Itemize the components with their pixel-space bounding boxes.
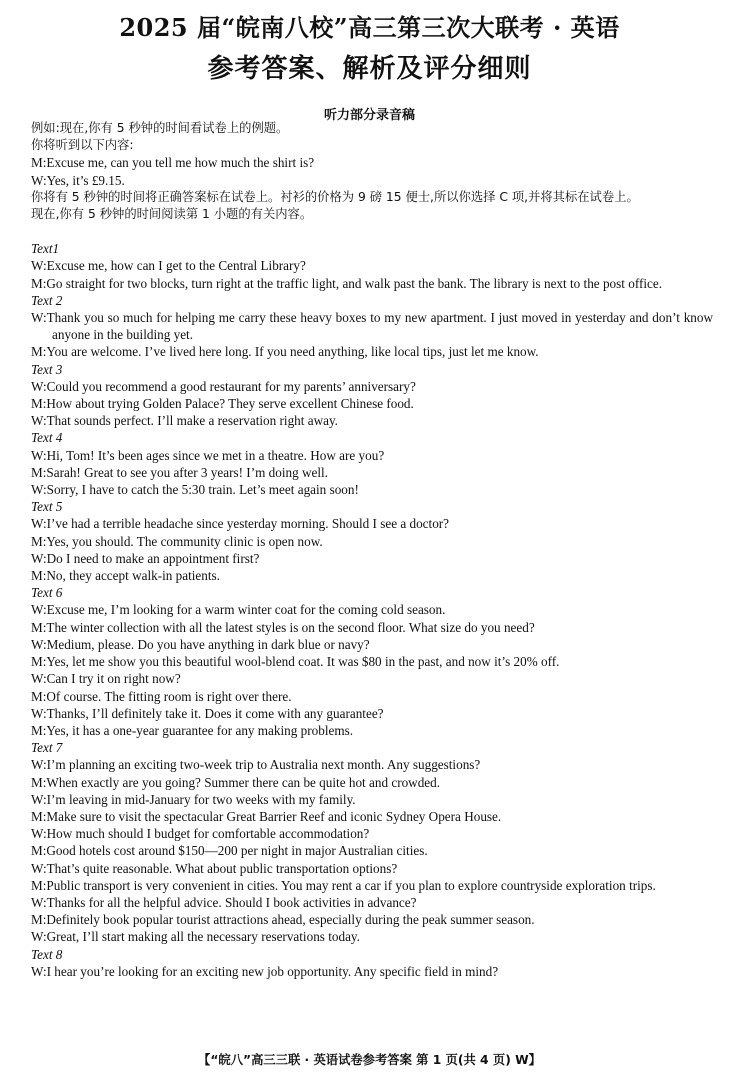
dialogue-line: W:Great, I’ll start making all the necessary reservations today.: [31, 929, 360, 945]
text-block-6: [31, 584, 713, 739]
text-header: Text 4: [31, 430, 63, 446]
dialogue-line: W:Thanks, I’ll definitely take it. Does it come with any guarantee?: [31, 705, 384, 721]
dialogue-line: M:Good hotels cost around $150—200 per night in major Australian cities.: [31, 843, 428, 859]
dialogue-line: M:You are welcome. I’ve lived here long. If you need anything, like local tips, just let me know.: [31, 344, 539, 360]
dialogue-line: W:Thanks for all the helpful advice. Should I book activities in advance?: [31, 894, 417, 910]
dialogue-line: M:The winter collection with all the latest styles is on the second floor. What size do you need?: [31, 619, 535, 635]
text-header: Text 3: [31, 361, 63, 377]
dialogue-line: M:Yes, it has a one-year guarantee for any making problems.: [31, 722, 354, 738]
document-title: 2025 届“皖南八校”高三第三次大联考 · 英语: [119, 13, 620, 42]
dialogue-line: W:Medium, please. Do you have anything in dark blue or navy?: [31, 636, 370, 652]
intro-line: 例如:现在,你有 5 秒钟的时间看试卷上的例题。: [31, 121, 289, 135]
text-block-3: [31, 361, 713, 430]
dialogue-line: W:That’s quite reasonable. What about public transportation options?: [31, 860, 398, 876]
dialogue-line: W:Thank you so much for helping me carry these heavy boxes to my new apartment. I just moved in yesterday and don’t know anyone in the building yet.: [31, 310, 713, 343]
text-block-2: [31, 292, 713, 361]
dialogue-line: M:Go straight for two blocks, turn right at the traffic light, and walk past the bank. The library is next to the post office.: [31, 275, 663, 291]
text-block-1: [31, 240, 713, 292]
dialogue-line: W:Sorry, I have to catch the 5:30 train. Let’s meet again soon!: [31, 482, 359, 498]
section-title: 听力部分录音稿: [323, 108, 415, 123]
dialogue-line: W:Could you recommend a good restaurant for my parents’ anniversary?: [31, 378, 416, 394]
dialogue-line: W:Do I need to make an appointment first?: [31, 550, 260, 566]
dialogue-line: M:Definitely book popular tourist attractions ahead, especially during the peak summer season.: [31, 912, 535, 928]
intro-line: 你将听到以下内容:: [31, 138, 134, 153]
dialogue-line: M:Make sure to visit the spectacular Great Barrier Reef and iconic Sydney Opera House.: [31, 808, 502, 824]
text-header: Text1: [31, 241, 60, 257]
dialogue-line: M:Sarah! Great to see you after 3 years! I’m doing well.: [31, 464, 328, 480]
document-subtitle: 参考答案、解析及评分细则: [207, 54, 532, 84]
dialogue-line: M:No, they accept walk-in patients.: [31, 568, 220, 584]
dialogue-line: W:That sounds perfect. I’ll make a reservation right away.: [31, 413, 338, 429]
transcript-body: [31, 120, 713, 980]
dialogue-line: W:Excuse me, I’m looking for a warm winter coat for the coming cold season.: [31, 602, 446, 618]
spacer: [31, 223, 713, 240]
dialogue-line: W:I’m leaving in mid-January for two weeks with my family.: [31, 791, 356, 807]
text-header: Text 8: [31, 946, 63, 962]
text-header: Text 5: [31, 499, 63, 515]
intro-line: M:Excuse me, can you tell me how much the shirt is?: [31, 155, 315, 171]
intro-line: 现在,你有 5 秒钟的时间阅读第 1 小题的有关内容。: [31, 207, 313, 222]
text-block-8: [31, 946, 713, 980]
dialogue-line: W:Can I try it on right now?: [31, 671, 181, 687]
dialogue-line: M:Yes, you should. The community clinic is open now.: [31, 533, 323, 549]
text-header: Text 7: [31, 740, 63, 756]
dialogue-line: M:Yes, let me show you this beautiful wool-blend coat. It was $80 in the past, and now it’s 20% off.: [31, 654, 560, 670]
text-block-7: [31, 739, 713, 945]
dialogue-line: W:I’m planning an exciting two-week trip to Australia next month. Any suggestions?: [31, 757, 481, 773]
text-block-4: [31, 429, 713, 498]
dialogue-line: W:Excuse me, how can I get to the Central Library?: [31, 258, 306, 274]
text-header: Text 6: [31, 585, 63, 601]
intro-line: W:Yes, it’s £9.15.: [31, 172, 125, 188]
dialogue-line: W:Hi, Tom! It’s been ages since we met in a theatre. How are you?: [31, 447, 385, 463]
page-footer: 【“皖八”高三三联 · 英语试卷参考答案 第 1 页(共 4 页) W】: [198, 1053, 541, 1067]
intro-line: 你将有 5 秒钟的时间将正确答案标在试卷上。衬衫的价格为 9 磅 15 便士,所以你选择 C 项,并将其标在试卷上。: [31, 189, 639, 204]
dialogue-line: W:I hear you’re looking for an exciting new job opportunity. Any specific field in mind?: [31, 963, 499, 979]
text-block-5: [31, 498, 713, 584]
dialogue-line: W:I’ve had a terrible headache since yesterday morning. Should I see a doctor?: [31, 516, 450, 532]
dialogue-line: W:How much should I budget for comfortable accommodation?: [31, 826, 370, 842]
dialogue-line: M:How about trying Golden Palace? They serve excellent Chinese food.: [31, 396, 414, 412]
dialogue-line: M:When exactly are you going? Summer there can be quite hot and crowded.: [31, 774, 441, 790]
dialogue-line: M:Of course. The fitting room is right over there.: [31, 688, 292, 704]
dialogue-line: M:Public transport is very convenient in cities. You may rent a car if you plan to explore countryside exploration trips.: [31, 877, 656, 893]
text-header: Text 2: [31, 292, 63, 308]
